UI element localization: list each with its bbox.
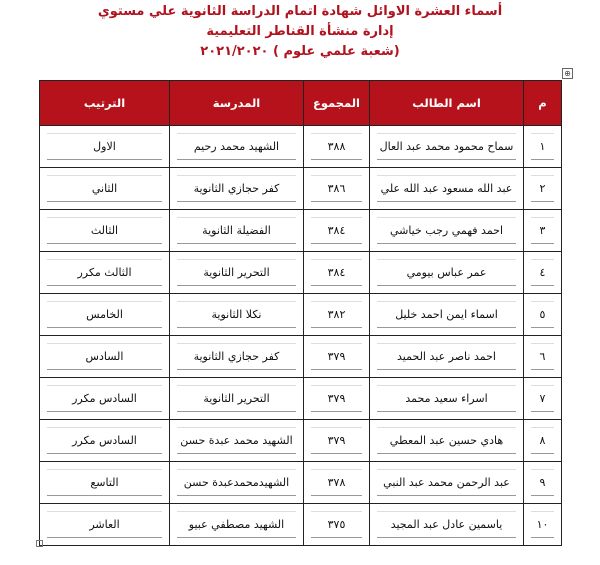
cell-rank-text: ٩ bbox=[531, 469, 554, 496]
cell-order bbox=[40, 420, 170, 462]
cell-rank bbox=[524, 168, 562, 210]
cell-order-text: العاشر bbox=[47, 511, 162, 538]
cell-total bbox=[304, 420, 370, 462]
cell-total-text: ٣٨٢ bbox=[311, 301, 362, 328]
cell-order-text: الثاني bbox=[47, 175, 162, 202]
cell-name bbox=[370, 210, 524, 252]
table-row bbox=[40, 504, 562, 546]
cell-order-text: السادس bbox=[47, 343, 162, 370]
cell-rank-text: ١٠ bbox=[531, 511, 554, 538]
cell-rank-text: ٦ bbox=[531, 343, 554, 370]
header-total: المجموع bbox=[304, 81, 370, 126]
title-line-3: (شعبة علمي علوم ) ٢٠٢١/٢٠٢٠ bbox=[200, 44, 400, 59]
cell-rank bbox=[524, 294, 562, 336]
cell-rank bbox=[524, 420, 562, 462]
cell-rank-text: ٥ bbox=[531, 301, 554, 328]
cell-name bbox=[370, 294, 524, 336]
cell-rank-text: ٢ bbox=[531, 175, 554, 202]
table-resize-handle[interactable] bbox=[36, 540, 43, 547]
cell-rank-text: ١ bbox=[531, 133, 554, 160]
cell-name bbox=[370, 336, 524, 378]
header-name: اسم الطالب bbox=[370, 81, 524, 126]
header-order: الترتيب bbox=[40, 81, 170, 126]
header-school: المدرسة bbox=[170, 81, 304, 126]
cell-rank bbox=[524, 252, 562, 294]
cell-rank bbox=[524, 336, 562, 378]
cell-rank bbox=[524, 126, 562, 168]
document-title bbox=[0, 0, 600, 60]
cell-total bbox=[304, 126, 370, 168]
cell-name-text: اسراء سعيد محمد bbox=[377, 385, 516, 412]
cell-total-text: ٣٧٩ bbox=[311, 343, 362, 370]
cell-rank bbox=[524, 378, 562, 420]
cell-order-text: الاول bbox=[47, 133, 162, 160]
table-row bbox=[40, 420, 562, 462]
cell-order bbox=[40, 462, 170, 504]
cell-name-text: سماح محمود محمد عبد العال bbox=[377, 133, 516, 160]
cell-total-text: ٣٨٦ bbox=[311, 175, 362, 202]
cell-total-text: ٣٨٤ bbox=[311, 259, 362, 286]
cell-total bbox=[304, 294, 370, 336]
cell-order-text: السادس مكرر bbox=[47, 427, 162, 454]
cell-school bbox=[170, 462, 304, 504]
cell-school-text: التحرير الثانوية bbox=[177, 259, 296, 286]
cell-name bbox=[370, 420, 524, 462]
cell-school bbox=[170, 252, 304, 294]
cell-rank-text: ٣ bbox=[531, 217, 554, 244]
cell-total-text: ٣٧٥ bbox=[311, 511, 362, 538]
cell-school-text: الشهيد محمد رحيم bbox=[177, 133, 296, 160]
cell-school-text: التحرير الثانوية bbox=[177, 385, 296, 412]
cell-name bbox=[370, 378, 524, 420]
header-rank: م bbox=[524, 81, 562, 126]
cell-name-text: احمد فهمي رجب خياشي bbox=[377, 217, 516, 244]
results-table bbox=[39, 80, 562, 546]
cell-total-text: ٣٨٤ bbox=[311, 217, 362, 244]
cell-total bbox=[304, 504, 370, 546]
cell-total-text: ٣٧٩ bbox=[311, 385, 362, 412]
table-row bbox=[40, 168, 562, 210]
cell-order-text: الثالث مكرر bbox=[47, 259, 162, 286]
table-row bbox=[40, 378, 562, 420]
cell-total bbox=[304, 252, 370, 294]
cell-school bbox=[170, 504, 304, 546]
cell-total-text: ٣٧٨ bbox=[311, 469, 362, 496]
table-header-row bbox=[40, 81, 562, 126]
cell-total bbox=[304, 378, 370, 420]
cell-school bbox=[170, 126, 304, 168]
cell-school-text: الشهيد محمد عبدة حسن bbox=[177, 427, 296, 454]
cell-school bbox=[170, 168, 304, 210]
cell-order bbox=[40, 126, 170, 168]
cell-name-text: عبد الله مسعود عبد الله علي bbox=[377, 175, 516, 202]
cell-total-text: ٣٧٩ bbox=[311, 427, 362, 454]
table-row bbox=[40, 126, 562, 168]
cell-rank bbox=[524, 462, 562, 504]
cell-order bbox=[40, 504, 170, 546]
cell-school-text: نكلا الثانوية bbox=[177, 301, 296, 328]
cell-name bbox=[370, 462, 524, 504]
cell-rank-text: ٤ bbox=[531, 259, 554, 286]
cell-order bbox=[40, 336, 170, 378]
cell-school bbox=[170, 336, 304, 378]
cell-name bbox=[370, 168, 524, 210]
cell-name-text: ياسمين عادل عبد المجيد bbox=[377, 511, 516, 538]
cell-total bbox=[304, 210, 370, 252]
cell-total-text: ٣٨٨ bbox=[311, 133, 362, 160]
cell-name-text: عمر عباس بيومي bbox=[377, 259, 516, 286]
cell-total bbox=[304, 336, 370, 378]
cell-total bbox=[304, 462, 370, 504]
cell-order bbox=[40, 168, 170, 210]
table-row bbox=[40, 336, 562, 378]
cell-total bbox=[304, 168, 370, 210]
cell-order bbox=[40, 252, 170, 294]
cell-name bbox=[370, 252, 524, 294]
cell-school bbox=[170, 210, 304, 252]
cell-order-text: السادس مكرر bbox=[47, 385, 162, 412]
cell-name-text: اسماء ايمن احمد خليل bbox=[377, 301, 516, 328]
cell-school bbox=[170, 378, 304, 420]
table-row bbox=[40, 252, 562, 294]
table-body bbox=[40, 126, 562, 546]
cell-name bbox=[370, 504, 524, 546]
cell-order-text: الخامس bbox=[47, 301, 162, 328]
title-line-2: إدارة منشأة القناطر التعليمية bbox=[206, 24, 394, 39]
cell-order bbox=[40, 210, 170, 252]
cell-order bbox=[40, 294, 170, 336]
cell-order-text: التاسع bbox=[47, 469, 162, 496]
cell-school-text: كفر حجازي الثانوية bbox=[177, 343, 296, 370]
cell-school bbox=[170, 420, 304, 462]
table-row bbox=[40, 462, 562, 504]
cell-rank bbox=[524, 210, 562, 252]
cell-rank-text: ٧ bbox=[531, 385, 554, 412]
cell-name-text: عبد الرحمن محمد عبد النبي bbox=[377, 469, 516, 496]
cell-school-text: الفضيلة الثانوية bbox=[177, 217, 296, 244]
title-line-1: أسماء العشرة الاوائل شهادة اتمام الدراسة الثانوية علي مستوي bbox=[97, 4, 503, 19]
cell-order bbox=[40, 378, 170, 420]
cell-school-text: الشهيدمحمدعبدة حسن bbox=[177, 469, 296, 496]
cell-rank-text: ٨ bbox=[531, 427, 554, 454]
cell-rank bbox=[524, 504, 562, 546]
cell-name bbox=[370, 126, 524, 168]
table-row bbox=[40, 210, 562, 252]
cell-school-text: كفر حجازي الثانوية bbox=[177, 175, 296, 202]
table-row bbox=[40, 294, 562, 336]
cell-name-text: احمد ناصر عبد الحميد bbox=[377, 343, 516, 370]
table-move-handle-icon[interactable]: ⊕ bbox=[562, 68, 573, 79]
cell-school-text: الشهيد مصطفي عبيو bbox=[177, 511, 296, 538]
cell-order-text: الثالث bbox=[47, 217, 162, 244]
cell-school bbox=[170, 294, 304, 336]
cell-name-text: هادي حسين عبد المعطي bbox=[377, 427, 516, 454]
